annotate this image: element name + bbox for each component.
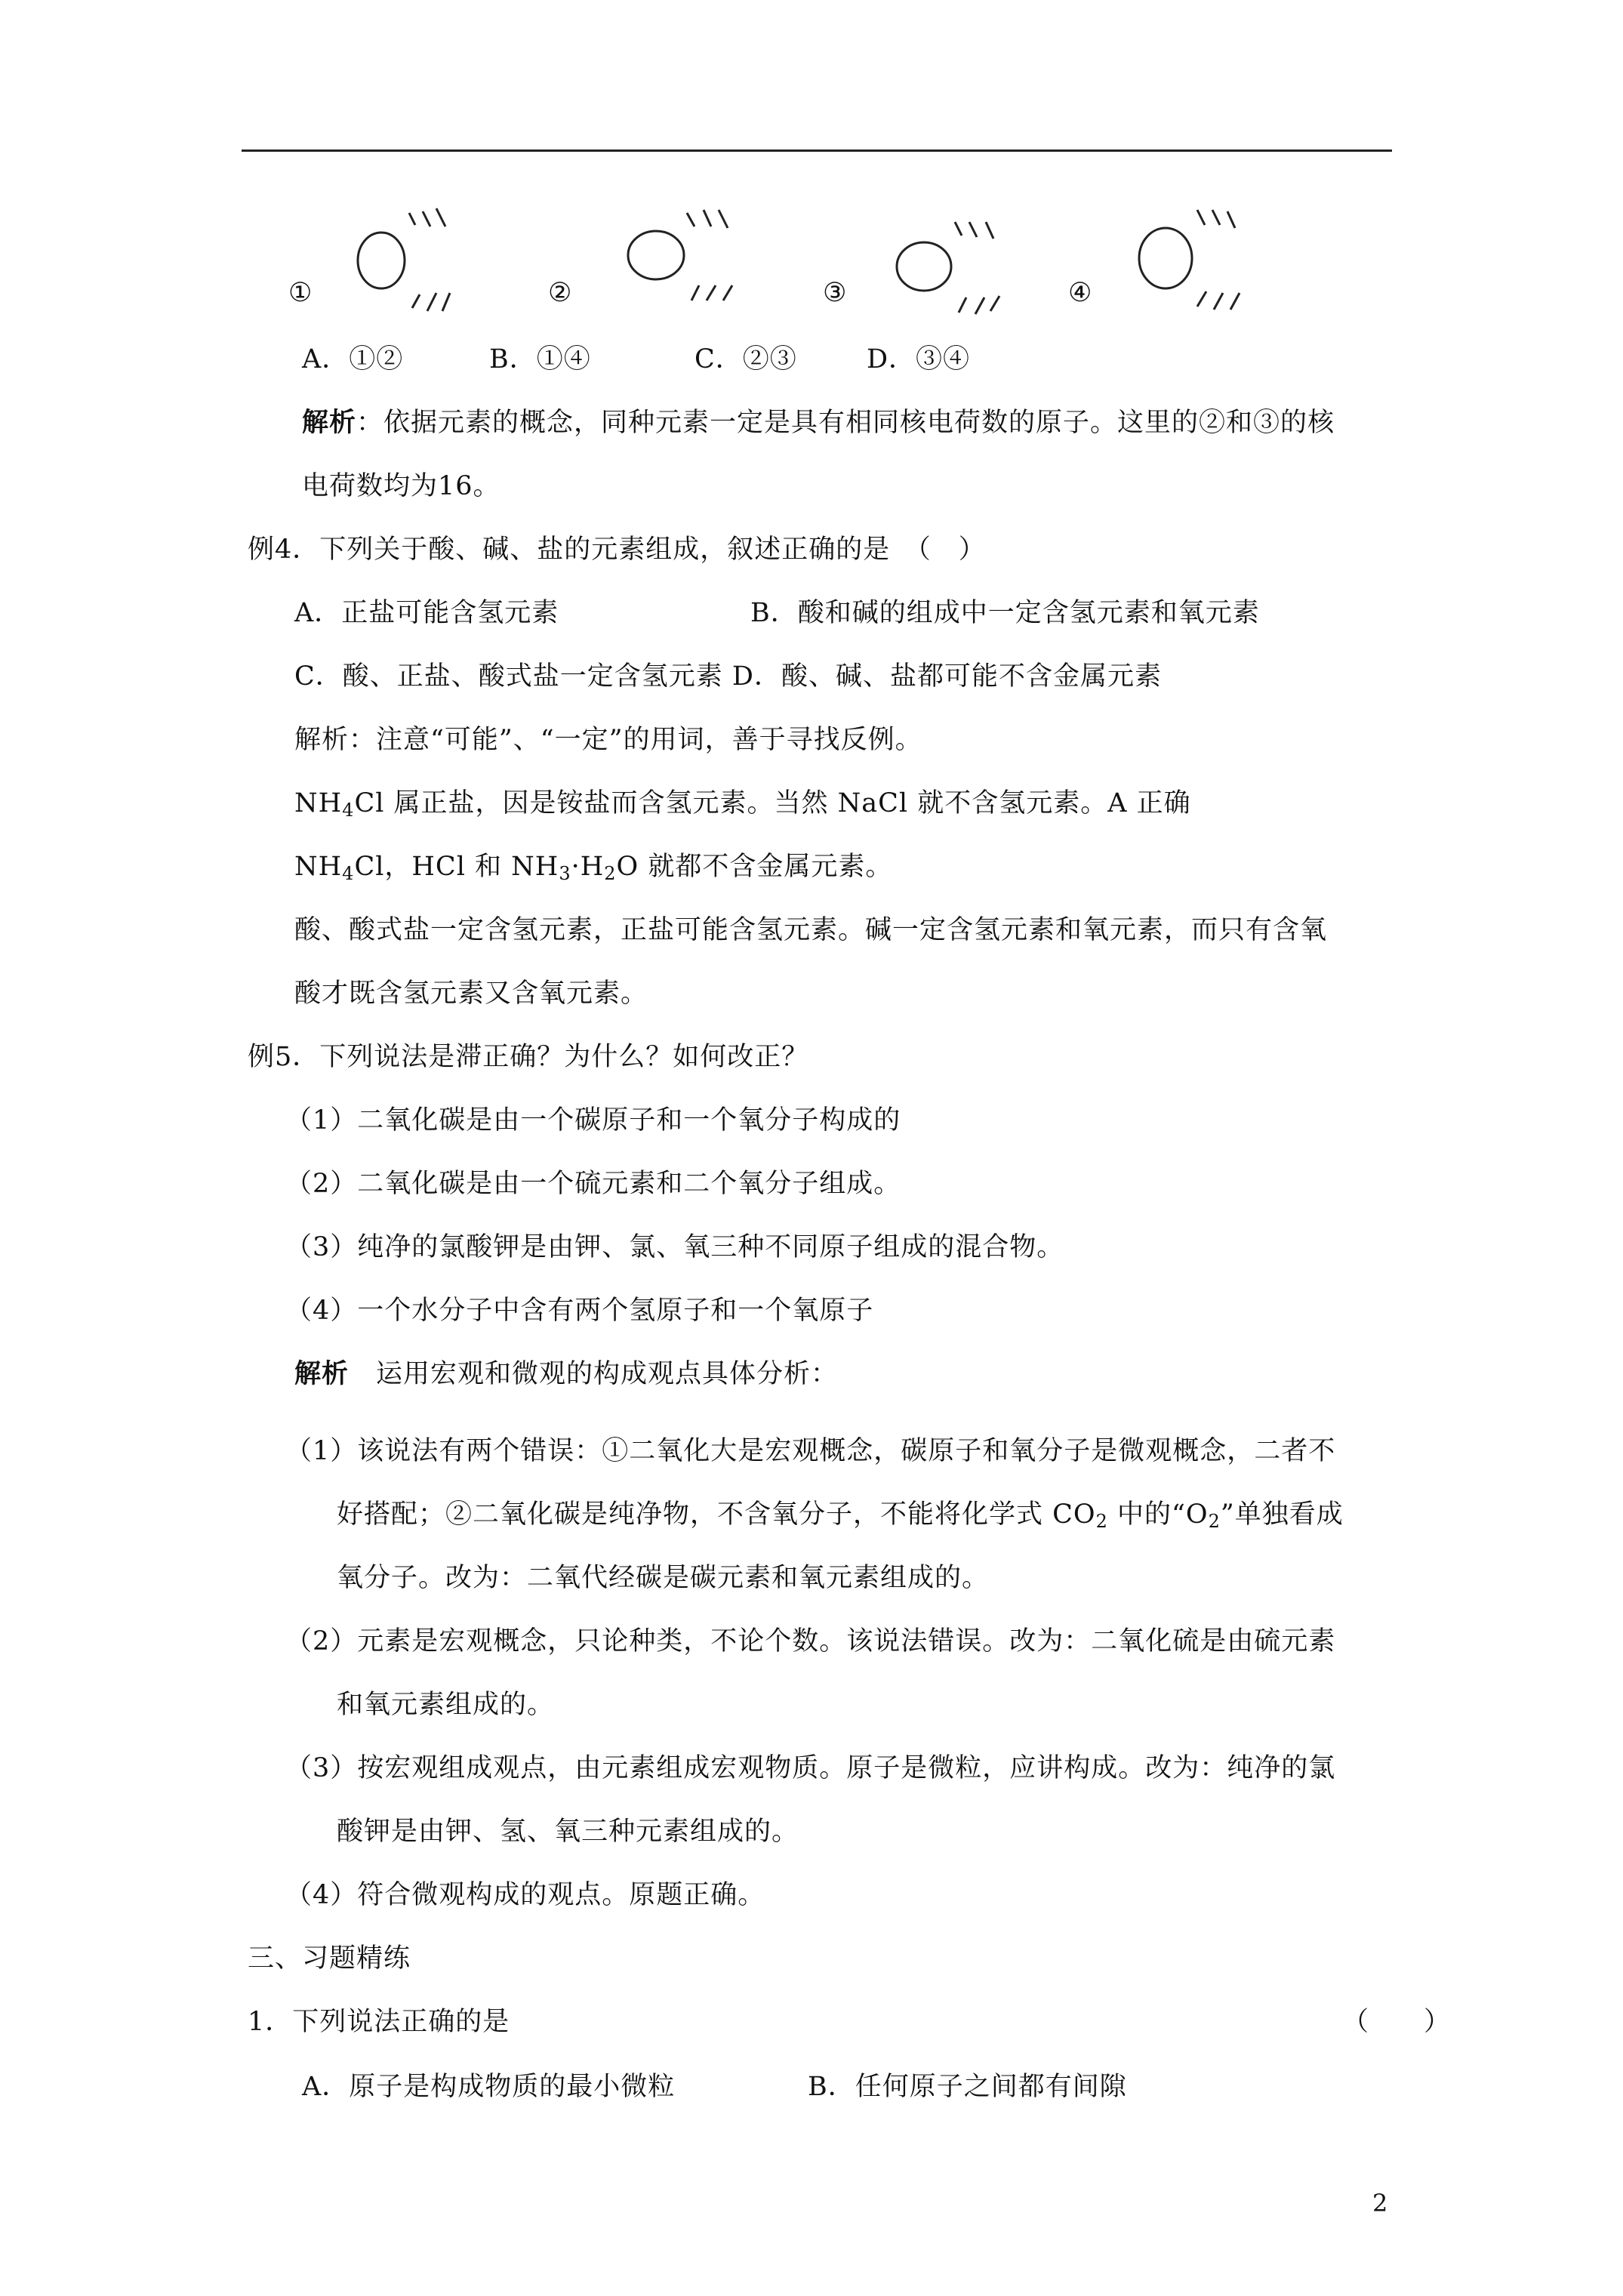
page-number: 2 (1372, 2189, 1388, 2217)
ex5-answer-1-line3: 氧分子。改为：二氧代经碳是碳元素和氧元素组成的。 (337, 1563, 990, 1593)
atom-diagram-2 (628, 210, 732, 300)
ex4-title: 例4．下列关于酸、碱、盐的元素组成，叙述正确的是 （ ） (248, 535, 986, 565)
header-rule (242, 149, 1392, 152)
ex5-item-2: （2）二氧化碳是由一个硫元素和二个氧分子组成。 (285, 1169, 901, 1199)
analysis-label: 解析 (302, 407, 357, 438)
ex5-answer-2-line1: （2）元素是宏观概念，只论种类，不论个数。该说法错误。改为：二氧化硫是由硫元素 (285, 1626, 1336, 1657)
q3-option-b: B．①④ (489, 344, 591, 374)
ex4-option-b: B．酸和碱的组成中一定含氢元素和氧元素 (750, 598, 1260, 628)
ex4-analysis-line4: 酸才既含氢元素又含氧元素。 (294, 978, 648, 1009)
q1-option-b: B．任何原子之间都有间隙 (808, 2072, 1127, 2102)
q1-stem: 1．下列说法正确的是 (248, 2007, 510, 2037)
ex5-answer-1-line2: 好搭配；②二氧化碳是纯净物，不含氧分子，不能将化学式 $CO_2$ 中的“$O_2$”单独看成 (337, 1499, 1344, 1532)
atom-diagram-4 (1139, 210, 1240, 310)
q3-analysis-line1: 解析：依据元素的概念，同种元素一定是具有相同核电荷数的原子。这里的②和③的核 (302, 407, 1335, 438)
section-heading: 三、习题精练 (248, 1943, 411, 1974)
atom-diagram-1 (358, 208, 450, 311)
ex5-answer-3-line1: （3）按宏观组成观点，由元素组成宏观物质。原子是微粒，应讲构成。改为：纯净的氯 (285, 1753, 1336, 1783)
ex5-answer-1-line1: （1）该说法有两个错误：①二氧化大是宏观概念，碳原子和氧分子是微观概念，二者不 (285, 1436, 1336, 1466)
q3-option-a: A．①② (302, 344, 404, 374)
diagram-label-3: ③ (823, 278, 848, 308)
atom-diagram-3 (897, 222, 999, 314)
ex5-answer-4: （4）符合微观构成的观点。原题正确。 (285, 1880, 765, 1910)
ex4-option-cd: C．酸、正盐、酸式盐一定含氢元素 D．酸、碱、盐都可能不含金属元素 (294, 661, 1162, 692)
ex4-analysis-line3: 酸、酸式盐一定含氢元素，正盐可能含氢元素。碱一定含氢元素和氧元素，而只有含氧 (294, 915, 1328, 945)
ex4-analysis-line1: $NH_4Cl$ 属正盐，因是铵盐而含氢元素。当然 NaCl 就不含氢元素。A 正确 (294, 788, 1191, 821)
ex5-analysis: 解析 运用宏观和微观的构成观点具体分析： (294, 1358, 839, 1389)
q3-option-c: C．②③ (694, 344, 797, 374)
q1-answer-bracket: （ ） (1342, 2007, 1452, 2037)
ex5-answer-2-line2: 和氧元素组成的。 (337, 1690, 555, 1720)
q1-option-a: A．原子是构成物质的最小微粒 (302, 2072, 676, 2102)
q3-option-d: D．③④ (867, 344, 971, 374)
ex5-item-4: （4）一个水分子中含有两个氢原子和一个氧原子 (285, 1296, 874, 1326)
ex5-item-3: （3）纯净的氯酸钾是由钾、氯、氧三种不同原子组成的混合物。 (285, 1232, 1064, 1262)
diagram-label-2: ② (548, 278, 573, 308)
ex4-analysis-line2: $NH_4Cl$，HCl 和 $NH_3\cdot H_2O$ 就都不含金属元素。 (294, 852, 893, 884)
ex5-answer-3-line2: 酸钾是由钾、氢、氧三种元素组成的。 (337, 1817, 799, 1847)
ex4-option-a: A．正盐可能含氢元素 (294, 598, 559, 628)
diagram-label-4: ④ (1068, 278, 1093, 308)
ex5-item-1: （1）二氧化碳是由一个碳原子和一个氧分子构成的 (285, 1105, 901, 1136)
ex5-title: 例5．下列说法是滞正确？为什么？如何改正？ (248, 1042, 809, 1072)
q3-analysis-line2: 电荷数均为16。 (302, 471, 500, 501)
ex4-analysis: 解析：注意“可能”、“一定”的用词，善于寻找反例。 (294, 725, 922, 755)
diagram-label-1: ① (288, 278, 313, 308)
atom-structure-diagram (287, 196, 1344, 328)
